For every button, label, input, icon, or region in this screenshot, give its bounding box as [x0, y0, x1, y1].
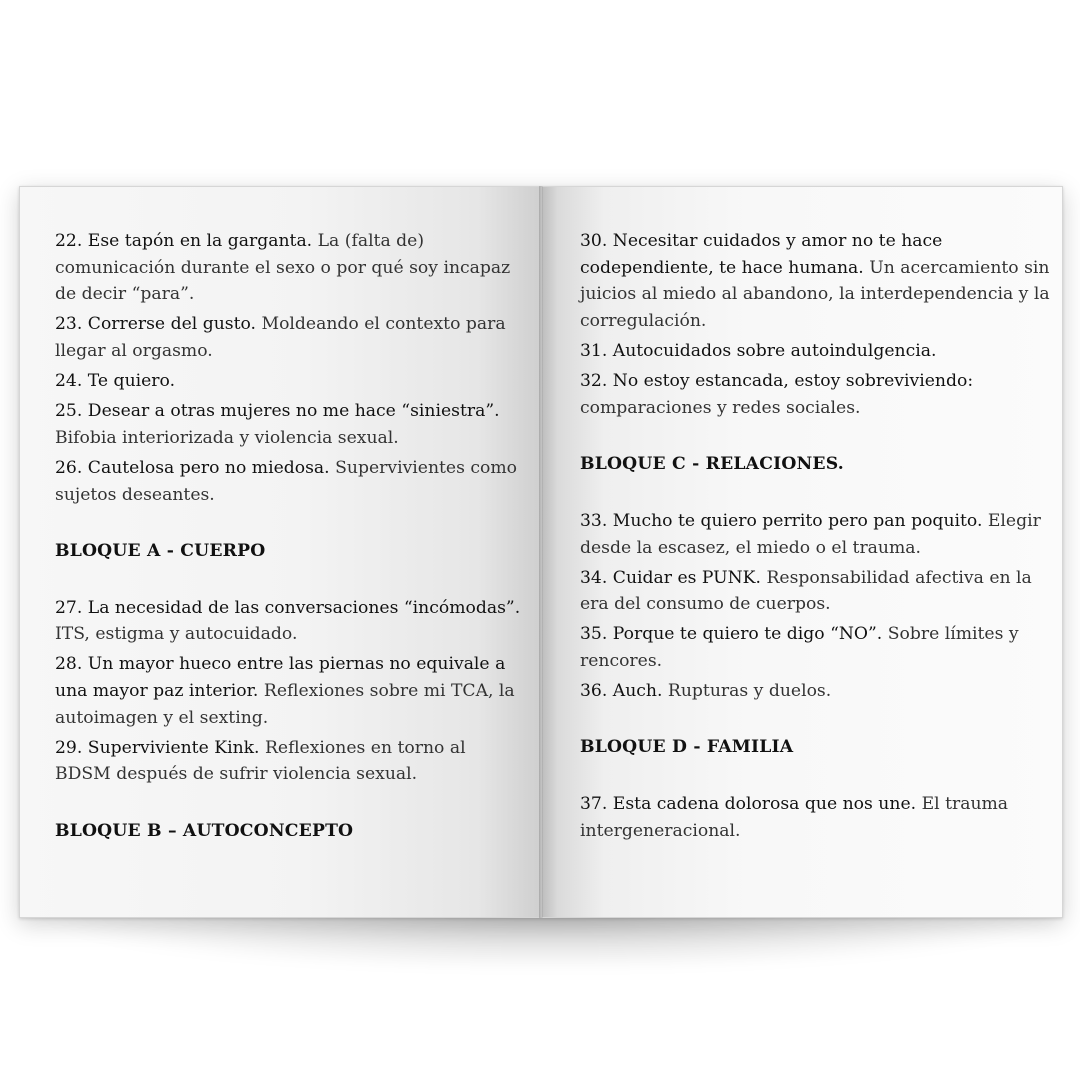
list-item — [580, 338, 1050, 365]
list-item — [580, 228, 1050, 335]
entry-title: 36. Auch. — [580, 681, 663, 702]
entry-description: Sobre límites y rencores. — [580, 624, 1019, 672]
entry-description: ITS, estigma y autocuidado. — [55, 624, 298, 645]
entry-title: 33. Mucho te quiero perrito pero pan poquito. — [580, 510, 983, 531]
list-item — [55, 398, 525, 451]
list-item — [55, 368, 525, 395]
left-column — [55, 228, 525, 845]
entry-description: comparaciones y redes sociales. — [580, 397, 861, 418]
list-item — [55, 228, 525, 308]
entry-title: 34. Cuidar es PUNK. — [580, 567, 761, 588]
right-page — [541, 186, 1063, 918]
entry-description: La (falta de) comunicación durante el sexo o por qué soy incapaz de decir “para”. — [55, 231, 511, 305]
list-item — [55, 311, 525, 364]
entry-title: 27. La necesidad de las conversaciones “incómodas”. — [55, 597, 521, 618]
open-book — [19, 186, 1063, 918]
list-item — [580, 565, 1050, 618]
section-heading-b: BLOQUE B – AUTOCONCEPTO — [55, 820, 354, 841]
list-item — [580, 621, 1050, 674]
entry-title: 25. Desear a otras mujeres no me hace “siniestra”. — [55, 401, 500, 422]
entry-description: Un acercamiento sin juicios al miedo al abandono, la interdependencia y la corregulación. — [580, 257, 1050, 332]
book-spine — [539, 186, 543, 918]
entry-title: 29. Superviviente Kink. — [55, 737, 260, 758]
list-item — [580, 508, 1050, 561]
entry-description: El trauma intergeneracional. — [580, 794, 1009, 841]
entry-title: 24. Te quiero. — [55, 371, 176, 392]
entry-title: 28. Un mayor hueco entre las piernas no equivale a una mayor paz interior. — [55, 654, 506, 702]
entry-title: 23. Correrse del gusto. — [55, 314, 257, 335]
entry-title: 31. Autocuidados sobre autoindulgencia. — [580, 341, 937, 362]
list-item — [55, 651, 525, 731]
section-heading-c: BLOQUE C - RELACIONES. — [580, 454, 844, 475]
entry-title: 30. Necesitar cuidados y amor no te hace codependiente, te hace humana. — [580, 231, 943, 278]
left-page — [19, 186, 541, 918]
right-column — [580, 228, 1050, 848]
entry-title: 26. Cautelosa pero no miedosa. — [55, 457, 330, 478]
entry-title: 32. No estoy estancada, estoy sobreviviendo: — [580, 371, 974, 392]
list-item — [580, 678, 1050, 705]
entry-description: Responsabilidad afectiva en la era del consumo de cuerpos. — [580, 567, 1032, 615]
list-item — [55, 455, 525, 508]
entry-title: 35. Porque te quiero te digo “NO”. — [580, 624, 883, 645]
list-item — [55, 595, 525, 648]
list-item — [580, 368, 1050, 421]
entry-description: Reflexiones sobre mi TCA, la autoimagen y el sexting. — [55, 681, 515, 728]
list-item — [55, 735, 525, 788]
list-item — [580, 791, 1050, 844]
entry-title: 22. Ese tapón en la garganta. — [55, 231, 313, 251]
entry-title: 37. Esta cadena dolorosa que nos une. — [580, 794, 917, 815]
entry-description: Moldeando el contexto para llegar al orgasmo. — [55, 314, 506, 362]
section-heading-d: BLOQUE D - FAMILIA — [580, 737, 794, 758]
entry-description: Reflexiones en torno al BDSM después de sufrir violencia sexual. — [55, 737, 466, 785]
entry-description: Supervivientes como sujetos deseantes. — [55, 457, 517, 505]
entry-description: Bifobia interiorizada y violencia sexual. — [55, 427, 399, 448]
entry-description: Elegir desde la escasez, el miedo o el trauma. — [580, 510, 1041, 558]
section-heading-a: BLOQUE A - CUERPO — [55, 540, 266, 561]
entry-description: Rupturas y duelos. — [667, 681, 832, 702]
